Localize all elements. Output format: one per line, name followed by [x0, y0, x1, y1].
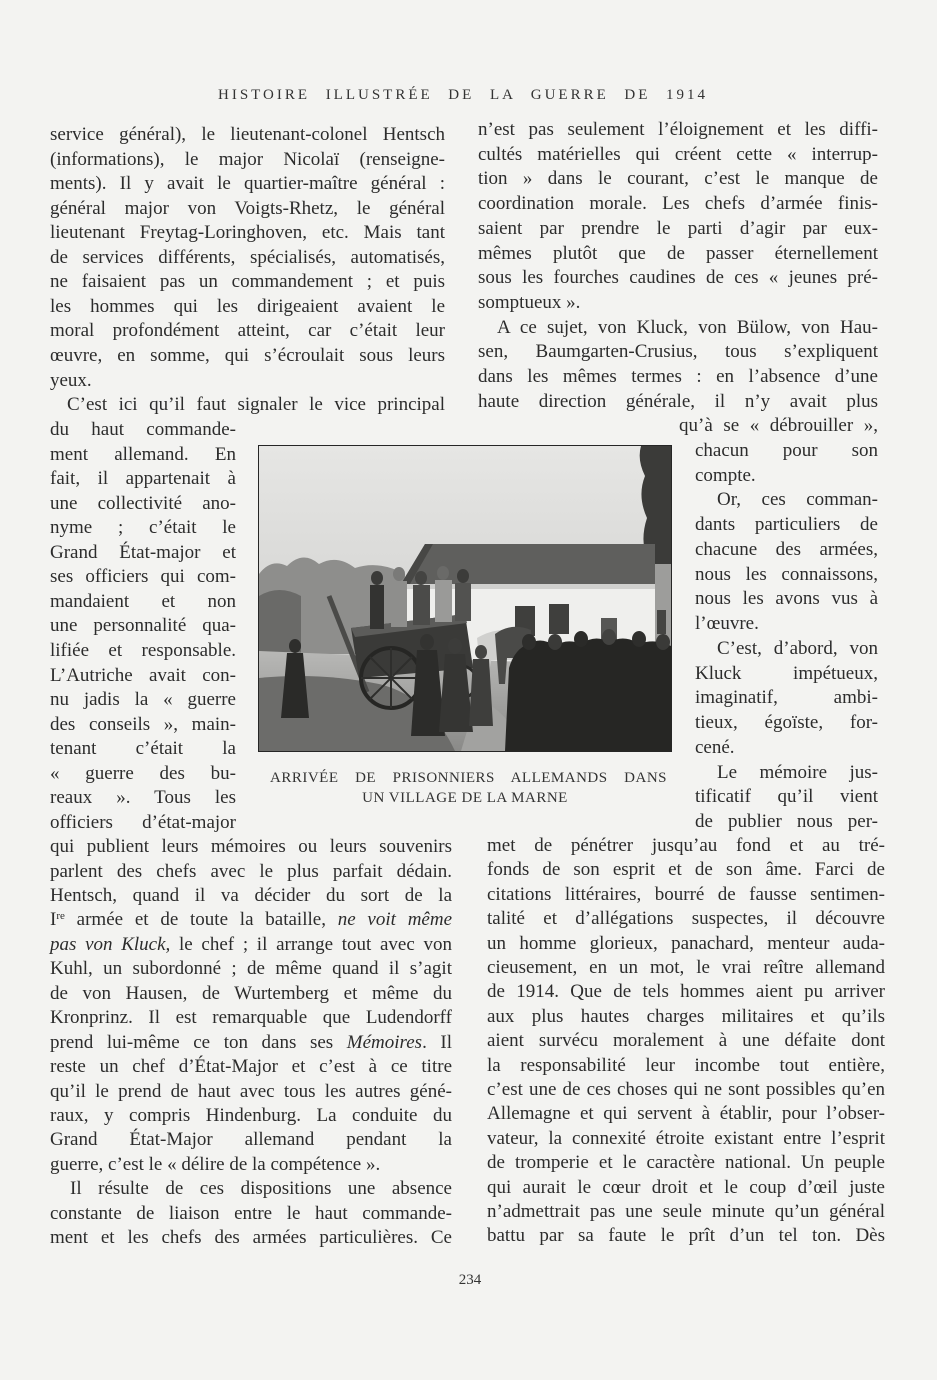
right-top-line: A ce sujet, von Kluck, von Bülow, von Hau-	[497, 316, 878, 338]
right-bottom-line: cieusement, en un mot, le vrai reître allemand	[487, 957, 885, 978]
left-bottom-line	[50, 908, 452, 932]
right-wrap-line: compte.	[695, 464, 756, 486]
right-bottom-line: Allemagne et qui servent à établir, pour l’obser-	[487, 1103, 885, 1125]
left-bottom-line	[50, 933, 452, 957]
left-bottom-line: Grand État-Major allemand pendant la	[50, 1129, 452, 1151]
left-top-line: général major von Voigts-Rhetz, le général	[50, 197, 445, 219]
left-wrap-line: tenant c’était la	[50, 738, 236, 760]
left-wrap-line: fait, il appartenait à	[50, 468, 236, 490]
italic-run: Mémoires	[346, 1031, 423, 1053]
left-wrap-line: lifiée et responsable.	[50, 640, 236, 661]
left-bottom-line: Hentsch, quand il va décider du sort de la	[50, 884, 452, 906]
left-bottom-line: reste un chef d’État-Major et c’est à ce titre	[50, 1056, 452, 1077]
left-bottom-line: constante de liaison entre le haut commande-	[50, 1202, 452, 1224]
left-bottom-line: raux, y compris Hindenburg. La conduite du	[50, 1105, 452, 1126]
right-bottom-line: vateur, la connexité étroite existant entre l’esprit	[487, 1127, 885, 1149]
left-top-line: lieutenant Freytag-Loringhoven, etc. Mais tant	[50, 222, 445, 244]
text-run: . Il	[422, 1031, 453, 1053]
right-wrap-line: cené.	[695, 736, 735, 758]
right-wrap-line: Le mémoire jus-	[717, 761, 878, 783]
right-bottom-line: un homme glorieux, panachard, menteur auda-	[487, 932, 885, 954]
right-bottom-line: aient survécu moralement à une défaite dont	[487, 1030, 885, 1052]
left-bottom-line: parlent des chefs avec le plus parfait dédain.	[50, 860, 452, 882]
right-bottom-line: battu par sa faute le prît d’un tel ton. Dès	[487, 1225, 885, 1247]
right-top-line: mêmes plutôt que de passer éternellement	[478, 242, 878, 264]
italic-run: ne voit même	[337, 909, 452, 931]
left-top-line: œuvre, en somme, qui s’écroulait sous leurs	[50, 345, 445, 366]
right-wrap-line: chacune des armées,	[695, 538, 878, 560]
left-top-line: ments). Il y avait le quartier-maître général :	[50, 173, 445, 195]
right-top-line: sous les fourches caudines de ces « jeunes pré-	[478, 267, 878, 289]
left-wrap-line: Grand État-major et	[50, 541, 236, 563]
left-bottom-line: Il résulte de ces dispositions une absence	[70, 1178, 452, 1200]
right-bottom-line: met de pénétrer jusqu’au fond et au tré-	[487, 835, 885, 856]
left-bottom-line: qu’il le prend de haut avec tous les autres géné-	[50, 1080, 452, 1102]
left-top-line: de services différents, spécialisés, automatisés,	[50, 246, 445, 268]
right-wrap-line: tificatif qu’il vient	[695, 786, 878, 808]
left-bottom-line: de von Hausen, de Wurtemberg et même du	[50, 982, 452, 1004]
superscript-run: re	[56, 910, 65, 923]
left-wrap-line: « guerre des bu-	[50, 762, 236, 784]
right-top-line: n’est pas seulement l’éloignement et les diffi-	[478, 119, 878, 140]
left-top-line: moral profondément atteint, car c’était leur	[50, 320, 445, 342]
italic-run: pas von Kluck,	[50, 933, 171, 955]
right-top-line: cultés matérielles qui créent cette « interrup-	[478, 143, 878, 165]
right-bottom-line: fonds de son esprit et de son âme. Farci de	[487, 859, 885, 881]
right-top-line: saient par prendre le parti d’agir par eux-	[478, 217, 878, 239]
right-bottom-line: la responsabilité leur incombe tout entière,	[487, 1054, 885, 1076]
right-bottom-line: talité et d’allégations suspectes, il découvre	[487, 908, 885, 930]
left-wrap-line: une personnalité qua-	[50, 615, 236, 637]
left-wrap-line: officiers d’état-major	[50, 811, 236, 833]
figure-caption-line-2: UN VILLAGE DE LA MARNE	[362, 790, 568, 806]
text-run: prend lui-même ce ton dans ses	[50, 1031, 347, 1053]
right-bottom-line: citations littéraires, bourré de fausse sentimen-	[487, 883, 885, 905]
right-wrap-line: nous les connaissons,	[695, 563, 878, 585]
left-top-line: les hommes qui les dirigeaient avaient le	[50, 295, 445, 317]
left-bottom-line: ment et les chefs des armées particulières. Ce	[50, 1227, 452, 1249]
right-top-line: somptueux ».	[478, 291, 581, 313]
left-top-line: C’est ici qu’il faut signaler le vice principal	[67, 394, 445, 416]
left-top-line: service général), le lieutenant-colonel Hentsch	[50, 124, 445, 145]
right-wrap-line: C’est, d’abord, von	[717, 637, 878, 659]
right-top-line: coordination morale. Les chefs d’armée finis-	[478, 193, 878, 215]
right-wrap-line: nous les avons vus à	[695, 588, 878, 610]
figure-caption-line-1: ARRIVÉE DE PRISONNIERS ALLEMANDS DANS	[270, 770, 667, 786]
right-wrap-line: dants particuliers de	[695, 514, 878, 535]
left-wrap-line: reaux ». Tous les	[50, 787, 236, 809]
right-wrap-line: imaginatif, ambi-	[695, 687, 878, 709]
photo-prisoners-arrival	[258, 445, 672, 752]
right-bottom-line: de tromperie et le caractère national. Un peuple	[487, 1152, 885, 1174]
left-bottom-line: guerre, c’est le « délire de la compétence ».	[50, 1153, 381, 1175]
left-wrap-line: ment allemand. En	[50, 443, 236, 465]
left-top-line: (informations), le major Nicolaï (renseigne-	[50, 148, 445, 170]
running-title: HISTOIRE ILLUSTRÉE DE LA GUERRE DE 1914	[218, 87, 708, 103]
left-wrap-line: ses officiers qui com-	[50, 566, 236, 588]
left-wrap-line: des conseils », main-	[50, 713, 236, 735]
right-top-line: dans les mêmes termes : en l’absence d’une	[478, 366, 878, 387]
left-wrap-line: L’Autriche avait con-	[50, 664, 236, 686]
left-wrap-line: nyme ; c’était le	[50, 517, 236, 539]
right-bottom-line: c’est une de ces choses qui ne sont possibles qu’en	[487, 1079, 885, 1100]
photo-crowd	[505, 629, 671, 751]
right-wrap-line: de publier nous per-	[695, 811, 878, 832]
left-bottom-line: Kronprinz. Il est remarquable que Ludendorff	[50, 1007, 452, 1029]
left-bottom-line: qui publient leurs mémoires ou leurs souvenirs	[50, 836, 452, 857]
right-bottom-line: qui aurait le cœur droit et le coup d’œil juste	[487, 1176, 885, 1198]
left-wrap-line: une collectivité ano-	[50, 492, 236, 514]
right-wrap-line: Or, ces comman-	[717, 489, 878, 511]
photo-image	[259, 446, 671, 751]
left-wrap-line: mandaient et non	[50, 590, 236, 612]
text-run: le chef ; il arrange tout avec von	[170, 933, 452, 955]
right-top-line: haute direction générale, il n’y avait plus	[478, 390, 878, 412]
right-wrap-line: qu’à se « débrouiller »,	[679, 415, 878, 436]
right-bottom-line: aux plus hautes charges militaires et qu’ils	[487, 1005, 885, 1027]
text-run: I	[50, 909, 57, 931]
page-number: 234	[458, 1272, 482, 1288]
left-top-line: yeux.	[50, 369, 92, 391]
right-wrap-line: Kluck impétueux,	[695, 662, 878, 684]
left-top-line: ne faisaient pas un commandement ; et puis	[50, 271, 445, 293]
right-bottom-line: n’admettrait pas une seule minute qu’un général	[487, 1201, 885, 1222]
left-wrap-line: nu jadis la « guerre	[50, 689, 236, 710]
right-bottom-line: de 1914. Que de tels hommes aient pu arriver	[487, 981, 885, 1003]
right-wrap-line: l’œuvre.	[695, 613, 759, 634]
text-run: armée et de toute la bataille,	[64, 909, 338, 931]
right-wrap-line: tieux, égoïste, for-	[695, 712, 878, 733]
right-top-line: tion » dans le courant, c’est le manque de	[478, 168, 878, 190]
right-wrap-line: chacun pour son	[695, 439, 878, 461]
left-wrap-line: du haut commande-	[50, 419, 236, 440]
right-top-line: sen, Baumgarten-Crusius, tous s’expliquent	[478, 341, 878, 363]
left-bottom-line: Kuhl, un subordonné ; de même quand il s’agit	[50, 958, 452, 980]
left-bottom-line	[50, 1031, 452, 1055]
